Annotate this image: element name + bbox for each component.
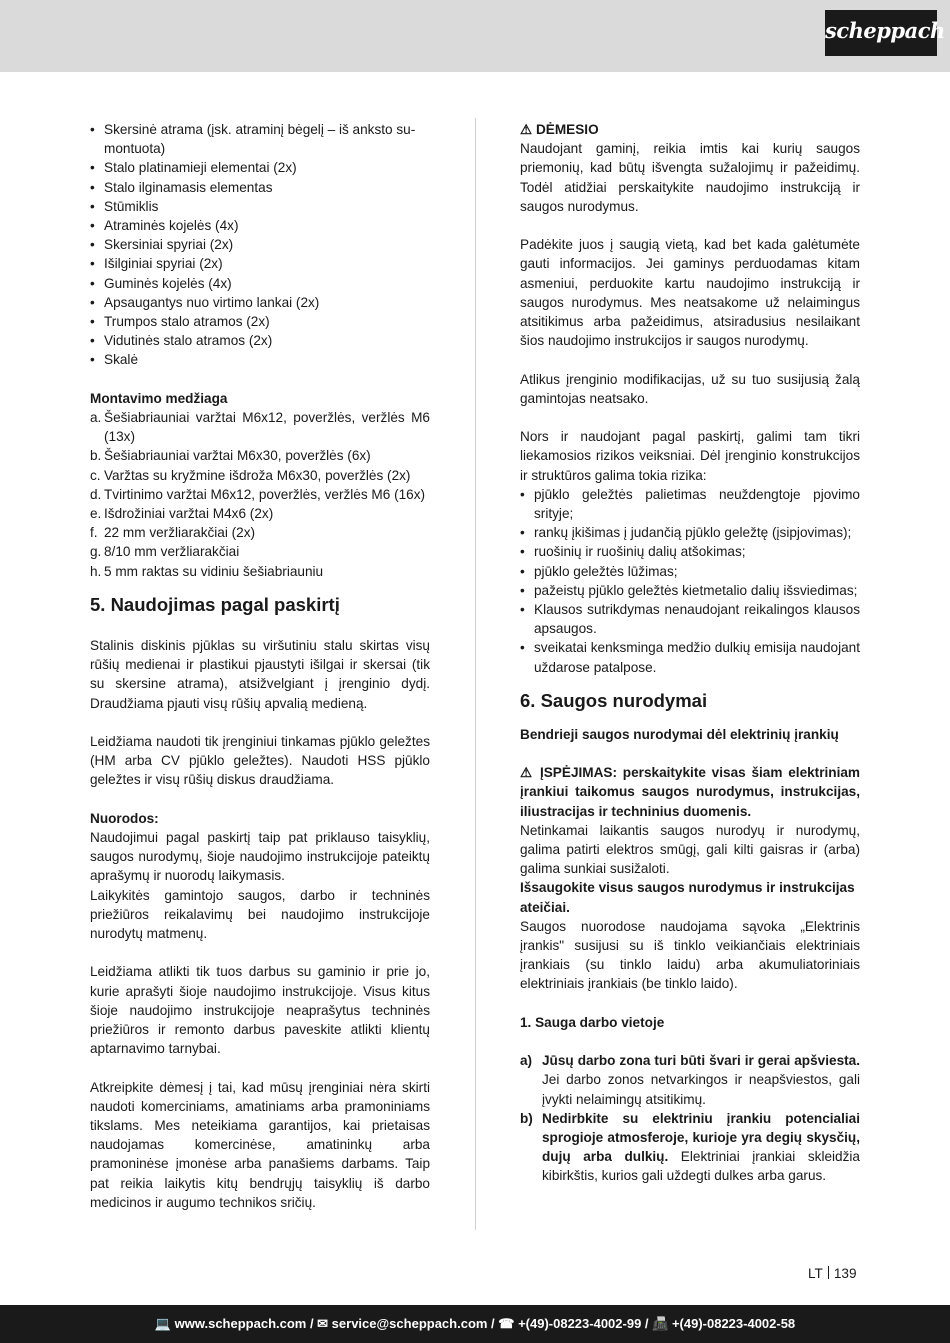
left-column — [90, 120, 430, 1212]
notes-title: Nuorodos: — [90, 810, 159, 826]
item-text: Šešiabriauniai varžtai M6x12, poveržlės, veržlės M6 (13x) — [104, 410, 430, 445]
item-text: 8/10 mm veržliarakčiai — [104, 544, 240, 560]
warning-block — [520, 763, 860, 821]
item-marker: g. — [90, 544, 102, 560]
mounting-list — [90, 408, 430, 581]
list-item: • Stūmiklis — [90, 197, 430, 216]
list-item: • Klausos sutrikdymas nenaudojant reikalingos klausos apsaugos. — [520, 600, 860, 638]
logo-text: scheppach — [825, 18, 945, 43]
list-item — [90, 504, 430, 523]
item-marker: b) — [520, 1110, 533, 1126]
item-text: Tvirtinimo varžtai M6x12, poveržlės, veržlės M6 (16x) — [104, 486, 426, 502]
paragraph: Atlikus įrenginio modifikacijas, už su tuo susijusią žalą gamintojas neatsako. — [520, 371, 860, 406]
list-item — [90, 466, 430, 485]
list-item — [90, 523, 430, 542]
warning-triangle-icon: ⚠ — [520, 765, 535, 781]
item-text: Elektriniai įrankiai skleidžia kibirkštis, kurios gali uždegti dulkes arba garus. — [542, 1149, 860, 1184]
footer-band — [0, 1305, 950, 1343]
list-item: • Atraminės kojelės (4x) — [90, 216, 430, 235]
general-safety-title: Bendrieji saugos nurodymai dėl elektrinių įrankių — [520, 726, 839, 742]
attention-title: DĖMESIO — [535, 122, 599, 137]
item-text: Išdrožiniai varžtai M4x6 (2x) — [104, 506, 274, 522]
paragraph: Leidžiama atlikti tik tuos darbus su gaminio ir prie jo, kurie aprašyti šioje naudojimo instrukcijoje. Visus kitus šioje naudojimo instrukcijoje neaprašytus techninės priežiūros ir remonto darbus paveskite atlikti klientų aptarnavimo tarnybai. — [90, 964, 430, 1057]
language-code: LT — [808, 1266, 823, 1281]
list-item: • Stalo ilginamasis elementas — [90, 178, 430, 197]
workplace-list — [520, 1051, 860, 1185]
item-marker: d. — [90, 486, 102, 502]
attention-heading — [520, 120, 860, 139]
warning-text: ĮSPĖJIMAS: perskaitykite visas šiam elektriniam įrankiui taikomus saugos nurodymus, instrukcijas, iliustracijas ir techninius duomenis. — [520, 765, 861, 819]
right-column — [520, 120, 860, 1186]
list-item: • ruošinių ir ruošinių dalių atšokimas; — [520, 542, 860, 561]
item-marker: h. — [90, 563, 102, 579]
item-text: Varžtas su kryžmine išdroža M6x30, poveržlės (2x) — [104, 467, 411, 483]
list-item: • Skalė — [90, 350, 430, 369]
footer-contact: 💻 www.scheppach.com / ✉ service@scheppach.com / ☎ +(49)-08223-4002-99 / 📠 +(49)-08223-4002-58 — [154, 1316, 796, 1331]
keep-instructions: Išsaugokite visus saugos nurodymus ir instrukcijas ateičiai. — [520, 880, 855, 915]
list-item: • Trumpos stalo atramos (2x) — [90, 312, 430, 331]
paragraph: Naudojant gaminį, reikia imtis kai kurių saugos priemonių, kad būtų išvengta sužalojimų ir pažeidimų. Todėl atidžiai perskaitykite naudojimo instrukciją ir saugos nurodymus. — [520, 141, 860, 214]
page-number-value: 139 — [833, 1266, 857, 1281]
parts-list — [90, 120, 430, 370]
paragraph: Naudojimui pagal paskirtį taip pat priklauso taisyklių, saugos nurodymų, šioje naudojimo instrukcijoje pateiktų aprašymų ir nuorodų laikymasis. — [90, 830, 430, 884]
paragraph: Stalinis diskinis pjūklas su viršutiniu stalu skirtas visų rūšių medienai ir plastikui pjaustyti išilgai ir skersai (tik su skersine atrama), atsižvelgiant į įrenginio dydį. Draudžiama pjauti visų rūšių apvalią medieną. — [90, 638, 430, 711]
list-item: • Apsaugantys nuo virtimo lankai (2x) — [90, 293, 430, 312]
list-item — [520, 1109, 860, 1186]
list-item — [90, 542, 430, 561]
list-item: • Vidutinės stalo atramos (2x) — [90, 331, 430, 350]
list-item: • Išilginiai spyriai (2x) — [90, 254, 430, 273]
item-marker: f. — [90, 525, 98, 541]
column-divider — [475, 118, 476, 1230]
list-item: • sveikatai kenksminga medžio dulkių emisija naudojant uždarose patalpose. — [520, 638, 860, 676]
item-text: Jei darbo zonos netvarkingos ir neapšviestos, gali įvykti nelaimingų atsitikimų. — [542, 1072, 860, 1107]
paragraph: Laikykitės gamintojo saugos, darbo ir techninės priežiūros reikalavimų bei naudojimo instrukcijoje nurodytų matmenų. — [90, 887, 430, 942]
paragraph: Nors ir naudojant pagal paskirtį, galimi tam tikri liekamosios rizikos veiksniai. Dėl įrenginio konstrukcijos ir struktūros galima tokia rizika: — [520, 429, 860, 483]
warning-triangle-icon: ⚠ — [520, 122, 533, 137]
list-item — [90, 446, 430, 465]
item-marker: e. — [90, 506, 102, 522]
paragraph: Padėkite juos į saugią vietą, kad bet kada galėtumėte gauti informacijos. Jei gaminys perduodamas kitam asmeniui, perduokite kartu naudojimo instrukciją ir saugos nurodymus. Mes neatsakome už nelaimingus atsitikimus arba pažeidimus, atsiradusius nesilaikant šios naudojimo instrukcijos ir saugos nurodymų. — [520, 237, 860, 349]
item-text: 22 mm veržliarakčiai (2x) — [104, 525, 256, 541]
list-item: • Stalo platinamieji elementai (2x) — [90, 158, 430, 177]
list-item — [90, 562, 430, 581]
list-item — [90, 485, 430, 504]
item-marker: b. — [90, 448, 102, 464]
list-item: • Skersinė atrama (įsk. atraminį bėgelį – iš anksto su-montuota) — [90, 120, 430, 158]
brand-logo — [825, 10, 945, 56]
item-marker: a. — [90, 410, 102, 426]
list-item — [520, 1051, 860, 1109]
header-band — [0, 0, 950, 72]
item-text: Šešiabriauniai varžtai M6x30, poveržlės (6x) — [104, 448, 371, 464]
list-item — [90, 408, 430, 446]
item-bold: Jūsų darbo zona turi būti švari ir gerai apšviesta. — [542, 1053, 860, 1069]
paragraph: Atkreipkite dėmesį į tai, kad mūsų įrenginiai nėra skirti naudoti komerciniams, amatiniams arba pramoniniams tikslams. Mes neteikiama garantijos, kai prietaisas naudojamas komercinėse, amatininkų arba pramoninėse įmonėse arba panašiems darbams. Taip pat reikia laikytis kitų bendrųjų taisyklių iš darbo medicinos ir augumo technikos sričių. — [90, 1079, 430, 1210]
risk-list — [520, 485, 860, 677]
item-bold: Nedirbkite su elektriniu įrankiu potencialiai sprogioje atmosferoje, kurioje yra degių skysčių, dujų arba dulkių. — [542, 1110, 860, 1165]
item-text: 5 mm raktas su vidiniu šešiabriauniu — [104, 563, 324, 579]
section-5-title: 5. Naudojimas pagal paskirtį — [90, 593, 340, 615]
page-separator — [828, 1266, 829, 1279]
list-item: • pjūklo geležtės lūžimas; — [520, 562, 860, 581]
item-marker: c. — [90, 467, 101, 483]
list-item: • rankų įkišimas į judančią pjūklo geležtę (įsipjovimas); — [520, 523, 860, 542]
list-item: • pažeistų pjūklo geležtės kietmetalio dalių išsviedimas; — [520, 581, 860, 600]
page-number — [808, 1264, 857, 1283]
item-marker: a) — [520, 1053, 533, 1069]
list-item: • Guminės kojelės (4x) — [90, 274, 430, 293]
workplace-safety-title: 1. Sauga darbo vietoje — [520, 1014, 665, 1030]
mounting-title: Montavimo medžiaga — [90, 390, 228, 406]
list-item: • pjūklo geležtės palietimas neuždengtoje pjovimo srityje; — [520, 485, 860, 523]
list-item: • Skersiniai spyriai (2x) — [90, 235, 430, 254]
section-6-title: 6. Saugos nurodymai — [520, 689, 708, 711]
paragraph: Saugos nuorodose naudojama sąvoka „Elektrinis įrankis" susijusi su iš tinklo veikiančiais elektriniais įrankiais (su tinklo laidu) arba akumuliatoriniais elektriniais įrankiais (be tinklo laido). — [520, 918, 860, 992]
paragraph: Netinkamai laikantis saugos nurodyų ir nurodymų, galima patirti elektros smūgį, gali kilti gaisras ir (arba) galima sunkiai susižaloti. — [520, 822, 860, 877]
paragraph: Leidžiama naudoti tik įrenginiui tinkamas pjūklo geležtes (HM arba CV pjūklo geležtes). Naudoti HSS pjūklo geležtes ir visų rūšių diskus draudžiama. — [90, 734, 430, 788]
